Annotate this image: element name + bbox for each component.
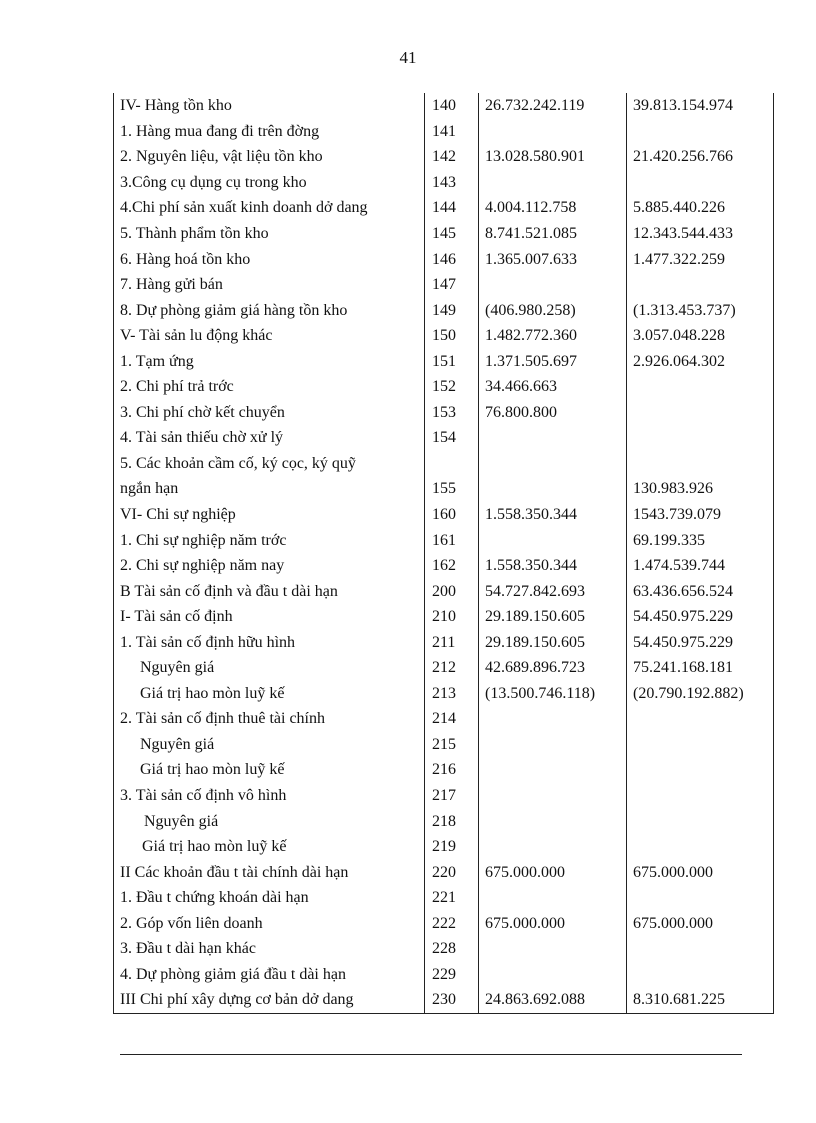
row-label: I- Tài sản cố định [114,604,425,630]
row-value-end [627,732,774,758]
table-row [114,629,774,655]
table-row [114,93,774,119]
row-label: Giá trị hao mòn luỹ kế [114,681,425,707]
row-label: B Tài sản cố định và đầu t dài hạn [114,578,425,604]
row-value-end [627,706,774,732]
table-row [114,987,774,1013]
row-code: 146 [425,246,479,272]
row-code: 155 [425,476,479,502]
row-value-start [479,757,627,783]
row-code: 144 [425,195,479,221]
row-label: 1. Tạm ứng [114,348,425,374]
row-code: 149 [425,297,479,323]
row-value-end [627,834,774,860]
row-label: V- Tài sản lu động khác [114,323,425,349]
table-row [114,246,774,272]
row-label: 4. Dự phòng giảm giá đầu t dài hạn [114,962,425,988]
row-value-end: 8.310.681.225 [627,987,774,1013]
row-code: 216 [425,757,479,783]
row-value-start: 26.732.242.119 [479,93,627,119]
table-row [114,144,774,170]
table-row [114,732,774,758]
row-label: VI- Chi sự nghiệp [114,502,425,528]
row-code: 214 [425,706,479,732]
row-value-end: (20.790.192.882) [627,681,774,707]
row-label: 2. Góp vốn liên doanh [114,911,425,937]
row-value-start [479,706,627,732]
row-code: 200 [425,578,479,604]
row-label: 5. Các khoản cầm cố, ký cọc, ký quỹ [114,451,425,477]
row-value-end: 5.885.440.226 [627,195,774,221]
row-code: 215 [425,732,479,758]
row-value-start [479,783,627,809]
row-value-start [479,476,627,502]
table-row [114,476,774,502]
row-code: 230 [425,987,479,1013]
table-row [114,119,774,145]
row-code: 218 [425,808,479,834]
row-label: Giá trị hao mòn luỹ kế [114,834,425,860]
row-value-end: (1.313.453.737) [627,297,774,323]
row-value-start: (406.980.258) [479,297,627,323]
table-row [114,936,774,962]
row-value-end [627,757,774,783]
table-row [114,885,774,911]
table-row [114,170,774,196]
row-code: 145 [425,221,479,247]
row-label: 3. Đầu t dài hạn khác [114,936,425,962]
row-code: 221 [425,885,479,911]
table-row [114,425,774,451]
row-code: 150 [425,323,479,349]
row-value-start [479,936,627,962]
row-label: Nguyên giá [114,655,425,681]
row-value-start [479,527,627,553]
row-label: 7. Hàng gửi bán [114,272,425,298]
row-value-start: 1.482.772.360 [479,323,627,349]
row-label: 3. Tài sản cố định vô hình [114,783,425,809]
table-row [114,859,774,885]
table-row [114,834,774,860]
row-label: 2. Chi sự nghiệp năm nay [114,553,425,579]
table-row [114,706,774,732]
row-code: 140 [425,93,479,119]
table-row [114,655,774,681]
row-value-end [627,936,774,962]
row-value-start: 29.189.150.605 [479,604,627,630]
row-value-start: (13.500.746.118) [479,681,627,707]
table-row [114,272,774,298]
row-value-end [627,425,774,451]
row-value-end: 675.000.000 [627,859,774,885]
row-code: 141 [425,119,479,145]
row-value-start: 1.558.350.344 [479,553,627,579]
row-value-end: 39.813.154.974 [627,93,774,119]
row-value-end: 1.474.539.744 [627,553,774,579]
table-row [114,604,774,630]
row-code [425,451,479,477]
row-code: 151 [425,348,479,374]
row-code: 229 [425,962,479,988]
row-value-start [479,885,627,911]
row-label: 3.Công cụ dụng cụ trong kho [114,170,425,196]
row-value-start: 1.365.007.633 [479,246,627,272]
row-code: 147 [425,272,479,298]
row-label: III Chi phí xây dựng cơ bản dở dang [114,987,425,1013]
row-value-end: 1.477.322.259 [627,246,774,272]
row-code: 210 [425,604,479,630]
row-value-start: 4.004.112.758 [479,195,627,221]
row-label: 3. Chi phí chờ kết chuyển [114,400,425,426]
table-row [114,348,774,374]
row-value-end: 675.000.000 [627,911,774,937]
row-label: 4. Tài sản thiếu chờ xử lý [114,425,425,451]
row-code: 219 [425,834,479,860]
table-row [114,527,774,553]
row-code: 212 [425,655,479,681]
row-value-end: 75.241.168.181 [627,655,774,681]
table-row [114,323,774,349]
table-row [114,502,774,528]
row-label: 8. Dự phòng giảm giá hàng tồn kho [114,297,425,323]
row-value-end: 3.057.048.228 [627,323,774,349]
row-code: 143 [425,170,479,196]
row-label: II Các khoản đầu t tài chính dài hạn [114,859,425,885]
row-value-end: 54.450.975.229 [627,604,774,630]
row-value-end: 21.420.256.766 [627,144,774,170]
page-number: 41 [399,48,417,67]
row-value-start: 675.000.000 [479,911,627,937]
row-value-start [479,962,627,988]
row-code: 162 [425,553,479,579]
table-row [114,374,774,400]
row-code: 142 [425,144,479,170]
row-label: 6. Hàng hoá tồn kho [114,246,425,272]
row-value-start: 76.800.800 [479,400,627,426]
row-value-end [627,272,774,298]
row-value-start: 1.558.350.344 [479,502,627,528]
table-row [114,681,774,707]
row-value-end: 54.450.975.229 [627,629,774,655]
table-row [114,400,774,426]
table-row [114,195,774,221]
row-value-end [627,808,774,834]
footer-divider [120,1054,742,1055]
row-value-end: 63.436.656.524 [627,578,774,604]
row-value-start [479,808,627,834]
row-code: 217 [425,783,479,809]
table-row [114,757,774,783]
row-code: 211 [425,629,479,655]
row-value-start [479,119,627,145]
row-value-end: 2.926.064.302 [627,348,774,374]
row-value-start [479,425,627,451]
row-label: 1. Hàng mua đang đi trên đờng [114,119,425,145]
row-code: 222 [425,911,479,937]
row-label: 5. Thành phẩm tồn kho [114,221,425,247]
row-value-start: 1.371.505.697 [479,348,627,374]
row-value-start [479,834,627,860]
table-row [114,808,774,834]
row-value-end [627,400,774,426]
row-code: 154 [425,425,479,451]
table-row [114,297,774,323]
balance-sheet-body [114,93,774,1013]
row-value-start: 54.727.842.693 [479,578,627,604]
row-label: 1. Đầu t chứng khoán dài hạn [114,885,425,911]
row-value-end [627,119,774,145]
row-label: 2. Chi phí trả trớc [114,374,425,400]
row-label: 4.Chi phí sản xuất kinh doanh dở dang [114,195,425,221]
row-label: Nguyên giá [114,732,425,758]
table-row [114,911,774,937]
row-value-end [627,783,774,809]
row-value-start: 24.863.692.088 [479,987,627,1013]
row-value-end: 69.199.335 [627,527,774,553]
table-row [114,553,774,579]
row-code: 228 [425,936,479,962]
row-value-end: 12.343.544.433 [627,221,774,247]
table-row [114,783,774,809]
balance-sheet-table [113,93,774,1014]
row-value-end [627,170,774,196]
row-value-start: 42.689.896.723 [479,655,627,681]
row-value-end: 130.983.926 [627,476,774,502]
row-value-start: 34.466.663 [479,374,627,400]
row-code: 160 [425,502,479,528]
row-value-start: 29.189.150.605 [479,629,627,655]
row-value-end [627,374,774,400]
row-value-end [627,962,774,988]
row-label: IV- Hàng tồn kho [114,93,425,119]
row-value-start: 675.000.000 [479,859,627,885]
row-label: ngắn hạn [114,476,425,502]
row-label: 1. Chi sự nghiệp năm trớc [114,527,425,553]
row-label: Giá trị hao mòn luỹ kế [114,757,425,783]
row-label: 2. Tài sản cố định thuê tài chính [114,706,425,732]
row-label: Nguyên giá [114,808,425,834]
row-label: 2. Nguyên liệu, vật liệu tồn kho [114,144,425,170]
table-row [114,221,774,247]
row-value-start: 13.028.580.901 [479,144,627,170]
row-value-start [479,451,627,477]
row-value-start: 8.741.521.085 [479,221,627,247]
table-row [114,578,774,604]
row-code: 153 [425,400,479,426]
row-code: 220 [425,859,479,885]
row-value-start [479,272,627,298]
table-row [114,451,774,477]
balance-sheet-table-wrapper [113,93,774,1014]
row-value-start [479,170,627,196]
row-code: 152 [425,374,479,400]
row-value-end: 1543.739.079 [627,502,774,528]
row-value-end [627,451,774,477]
row-value-end [627,885,774,911]
table-row [114,962,774,988]
row-label: 1. Tài sản cố định hữu hình [114,629,425,655]
row-code: 213 [425,681,479,707]
row-value-start [479,732,627,758]
row-code: 161 [425,527,479,553]
